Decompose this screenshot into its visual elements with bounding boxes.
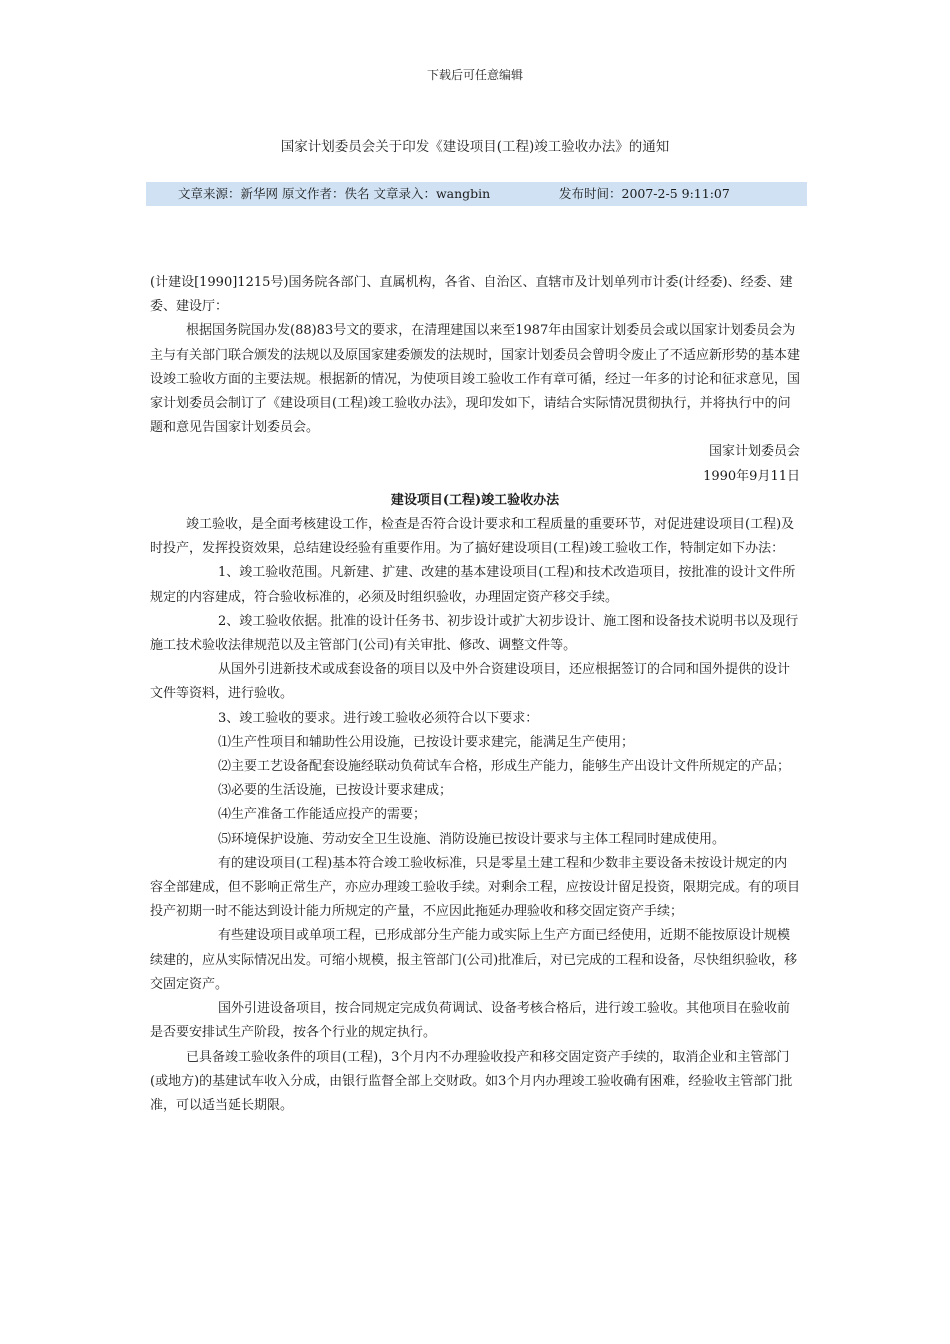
article-source-info: 文章来源：新华网 原文作者：佚名 文章录入：wangbin bbox=[178, 186, 491, 201]
paragraph-notice: 根据国务院国办发(88)83号文的要求，在清理建国以来至1987年由国家计划委员会或以国家计划委员会为主与有关部门联合颁发的法规以及原国家建委颁发的法规时，国家计划委员会曾明令废止了不适应新形势的基本建设竣工验收方面的主要法规。根据新的情况，为使项目竣工验收工作有章可循，经过一年多的讨论和征求意见，国家计划委员会制订了《建设项目(工程)竣工验收办法》，现印发如下，请结合实际情况贯彻执行，并将执行中的问题和意见告国家计划委员会。 bbox=[150, 323, 801, 436]
paragraph: 竣工验收，是全面考核建设工作，检查是否符合设计要求和工程质量的重要环节，对促进建设项目(工程)及时投产，发挥投资效果，总结建设经验有重要作用。为了搞好建设项目(工程)竣工验收工作，特制定如下办法： bbox=[150, 517, 795, 557]
document-title: 国家计划委员会关于印发《建设项目(工程)竣工验收办法》的通知 bbox=[280, 139, 670, 155]
list-item: ⑸环境保护设施、劳动安全卫生设施、消防设施已按设计要求与主体工程同时建成使用。 bbox=[218, 831, 726, 847]
signature-date: 1990年9月11日 bbox=[703, 468, 800, 484]
list-item: ⑴生产性项目和辅助性公用设施，已按设计要求建完，能满足生产使用； bbox=[218, 734, 635, 750]
signature-org: 国家计划委员会 bbox=[708, 444, 800, 460]
section-heading: 建设项目(工程)竣工验收办法 bbox=[390, 492, 560, 508]
paragraph: 从国外引进新技术或成套设备的项目以及中外合资建设项目，还应根据签订的合同和国外提供的设计文件等资料，进行验收。 bbox=[150, 662, 791, 702]
paragraph: 有些建设项目或单项工程，已形成部分生产能力或实际上生产方面已经使用，近期不能按原设计规模续建的，应从实际情况出发。可缩小规模，报主管部门(公司)批准后，对已完成的工程和设备，尽快组织验收，移交固定资产。 bbox=[150, 928, 798, 992]
list-item: ⑶必要的生活设施，已按设计要求建成； bbox=[218, 783, 453, 799]
paragraph: 3、竣工验收的要求。进行竣工验收必须符合以下要求： bbox=[218, 710, 539, 726]
download-note: 下载后可任意编辑 bbox=[426, 68, 523, 82]
list-item: ⑷生产准备工作能适应投产的需要； bbox=[218, 807, 427, 823]
article-meta-bar bbox=[146, 182, 807, 206]
publish-time: 发布时间：2007-2-5 9:11:07 bbox=[559, 186, 730, 201]
paragraph-recipients: (计建设[1990]1215号)国务院各部门、直属机构，各省、自治区、直辖市及计划单列市计委(计经委)、经委、建委、建设厅： bbox=[150, 275, 793, 315]
paragraph: 1、竣工验收范围。凡新建、扩建、改建的基本建设项目(工程)和技术改造项目，按批准的设计文件所规定的内容建成，符合验收标准的，必须及时组织验收，办理固定资产移交手续。 bbox=[150, 565, 796, 605]
list-item: ⑵主要工艺设备配套设施经联动负荷试车合格，形成生产能力，能够生产出设计文件所规定的产品； bbox=[218, 759, 791, 775]
paragraph: 国外引进设备项目，按合同规定完成负荷调试、设备考核合格后，进行竣工验收。其他项目在验收前是否要安排试生产阶段，按各个行业的规定执行。 bbox=[150, 1001, 791, 1041]
article-body bbox=[150, 271, 800, 1118]
paragraph: 有的建设项目(工程)基本符合竣工验收标准，只是零星土建工程和少数非主要设备未按设计规定的内容全部建成，但不影响正常生产，亦应办理竣工验收手续。对剩余工程，应按设计留足投资，限期完成。有的项目投产初期一时不能达到设计能力所规定的产量，不应因此拖延办理验收和移交固定资产手续； bbox=[150, 855, 801, 920]
paragraph: 2、竣工验收依据。批准的设计任务书、初步设计或扩大初步设计、施工图和设备技术说明书以及现行施工技术验收法律规范以及主管部门(公司)有关审批、修改、调整文件等。 bbox=[150, 613, 799, 654]
paragraph: 已具备竣工验收条件的项目(工程)，3个月内不办理验收投产和移交固定资产手续的，取消企业和主管部门(或地方)的基建试车收入分成，由银行监督全部上交财政。如3个月内办理竣工验收确有困难，经验收主管部门批准，可以适当延长期限。 bbox=[150, 1049, 793, 1113]
